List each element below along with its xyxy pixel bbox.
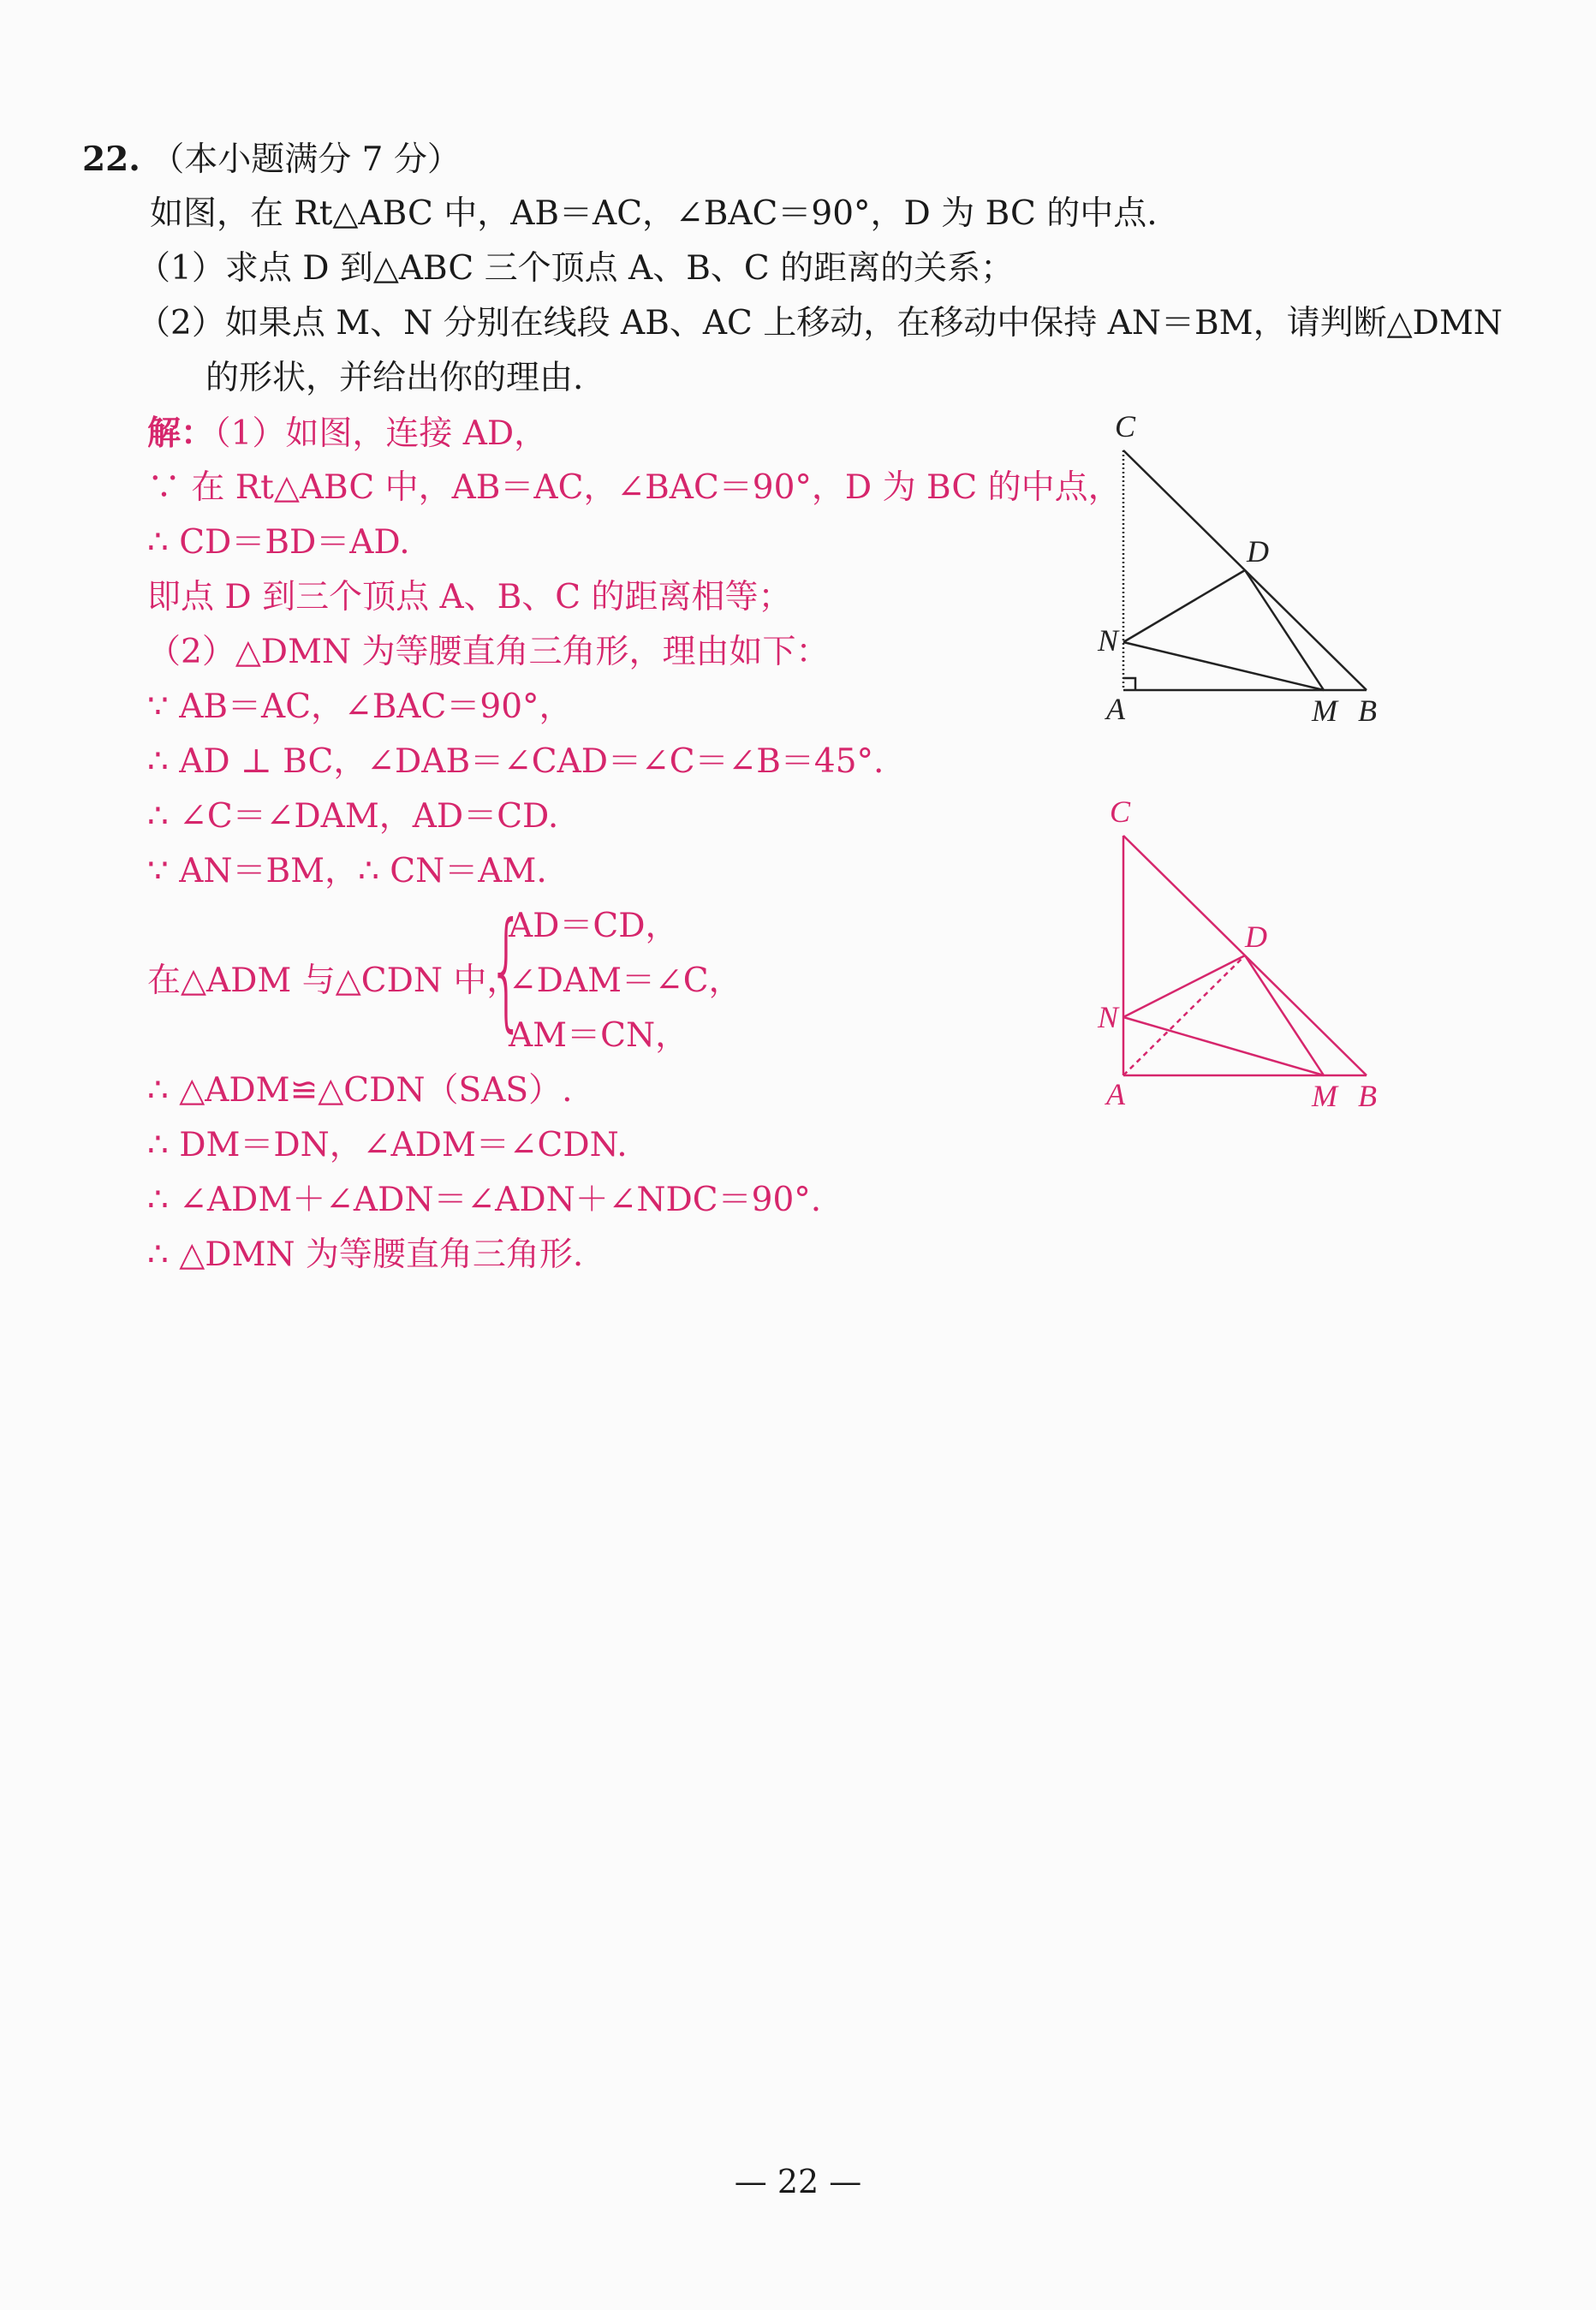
solution-line-6: ∵ AB＝AC，∠BAC＝90°， [147, 688, 573, 726]
problem-header-line [82, 139, 461, 181]
page-number: — 22 — [734, 2163, 862, 2200]
fig1-label-n: N [1098, 623, 1119, 658]
solution-line-12: ∴ DM＝DN，∠ADM＝∠CDN. [147, 1126, 628, 1164]
fig1-label-m: M [1312, 694, 1337, 728]
solution-step-1: （1）如图，连接 AD， [214, 414, 548, 453]
case-brace: { [488, 896, 525, 1045]
case-condition-3: AM＝CN， [509, 1016, 689, 1055]
fig2-label-d: D [1245, 920, 1267, 954]
solution-line-4: 即点 D 到三个顶点 A、B、C 的距离相等； [147, 578, 792, 616]
question-2-line-2: 的形状，并给出你的理由. [205, 359, 584, 397]
case-condition-1: AD＝CD， [509, 907, 679, 945]
fig2-seg-dm [1245, 956, 1324, 1075]
problem-stem: 如图，在 Rt△ABC 中，AB＝AC，∠BAC＝90°，D 为 BC 的中点. [150, 194, 1158, 233]
fig1-label-b: B [1358, 694, 1377, 728]
solution-line-9: ∵ AN＝BM，∴ CN＝AM. [147, 852, 547, 890]
fig2-label-m: M [1312, 1079, 1337, 1113]
figure-1 [1087, 402, 1413, 728]
solution-line-14: ∴ △DMN 为等腰直角三角形. [147, 1235, 584, 1274]
solution-line-3: ∴ CD＝BD＝AD. [147, 523, 410, 562]
fig1-seg-dm [1245, 570, 1324, 690]
solution-line-7: ∴ AD ⊥ BC，∠DAB＝∠CAD＝∠C＝∠B＝45°. [147, 742, 884, 781]
fig2-label-b: B [1358, 1079, 1377, 1113]
fig1-label-d: D [1247, 534, 1269, 569]
solution-line-1 [147, 413, 547, 455]
solution-line-11: ∴ △ADM≌△CDN（SAS）. [147, 1071, 573, 1110]
case-prefix: 在△ADM 与△CDN 中， [147, 962, 521, 1000]
figure-2 [1087, 796, 1413, 1122]
fig2-label-c: C [1110, 796, 1131, 829]
fig1-seg-nm [1123, 642, 1324, 690]
fig1-label-a: A [1106, 692, 1125, 726]
fig2-seg-ad-dashed [1123, 956, 1245, 1075]
solution-line-8: ∴ ∠C＝∠DAM，AD＝CD. [147, 797, 559, 836]
case-condition-2: ∠DAM＝∠C， [509, 962, 742, 1000]
question-1: （1）求点 D 到△ABC 三个顶点 A、B、C 的距离的关系； [137, 249, 1015, 288]
solution-line-13: ∴ ∠ADM＋∠ADN＝∠ADN＋∠NDC＝90°. [147, 1181, 822, 1219]
fig1-label-c: C [1115, 409, 1136, 444]
fig2-label-n: N [1098, 1000, 1119, 1034]
fig1-right-angle-mark [1123, 678, 1135, 690]
fig2-label-a: A [1106, 1077, 1125, 1111]
fig1-seg-nd [1123, 570, 1245, 642]
fig2-seg-nd [1123, 956, 1245, 1017]
solution-label: 解： [147, 414, 215, 453]
problem-number: 22. [82, 140, 140, 179]
solution-line-2: ∵ 在 Rt△ABC 中，AB＝AC，∠BAC＝90°，D 为 BC 的中点， [147, 468, 1122, 507]
solution-line-5: （2）△DMN 为等腰直角三角形，理由如下： [147, 633, 830, 671]
question-2-line-1: （2）如果点 M、N 分别在线段 AB、AC 上移动，在移动中保持 AN＝BM，请判断△DMN [137, 304, 1503, 342]
problem-score: （本小题满分 7 分） [151, 140, 461, 179]
